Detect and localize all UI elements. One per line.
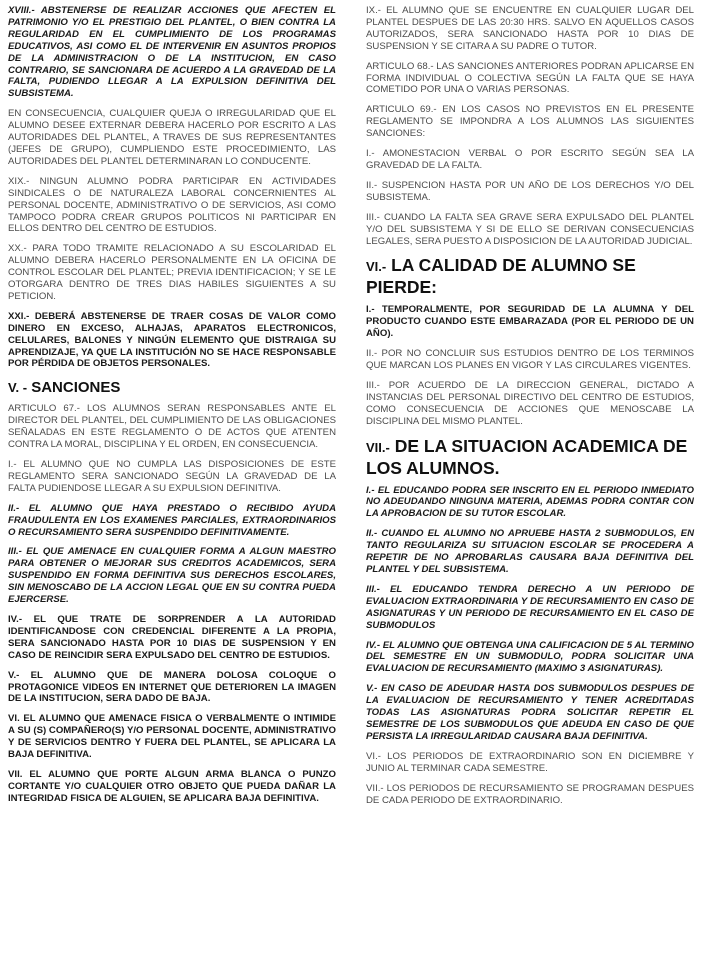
paragraph-xx: XX.- PARA TODO TRAMITE RELACIONADO A SU ESCOLARIDAD EL ALUMNO DEBERA HACERLO PERSONALMENTE EN LA OFICINA DE CONTROL ESCOLAR DEL PLANTEL; PREVIA IDENTIFICACION; Y SE LE OTORGARA DENTRO DE TRES DIAS HABILES SIGUIENTES A SU PETICION. xyxy=(8,243,336,302)
section-number: VII.- xyxy=(366,439,390,455)
paragraph-sancion-ix: IX.- EL ALUMNO QUE SE ENCUENTRE EN CUALQUIER LUGAR DEL PLANTEL DESPUES DE LAS 20:30 HRS. SALVO EN AQUELLOS CASOS AUTORIZADOS, SERA SANCIONADO HASTA POR 10 DIAS DE SUSPENSION Y SE CITARA A SU PADRE O TUTOR. xyxy=(366,5,694,52)
paragraph-academica-ii: II.- CUANDO EL ALUMNO NO APRUEBE HASTA 2 SUBMODULOS, EN TANTO REGULARIZA SU SITUACION ESCOLAR SE PROCEDERA A REPETIR DE NO APROBARLAS CAUSARA BAJA DEFINITIVA DEL PLANTEL Y DEL SUBSISTEMA. xyxy=(366,528,694,575)
paragraph-sancion-iii: III.- EL QUE AMENACE EN CUALQUIER FORMA A ALGUN MAESTRO PARA OBTENER O MEJORAR SUS CREDITOS ACADEMICOS, SERA SUSPENDIDO EN FORMA DEFINITIVA SUS DERECHOS ESCOLARES, SIN MENOSCABO DE LA ACCION LEGAL QUE EN SU CONTRA PUEDA EJERCERSE. xyxy=(8,546,336,606)
paragraph-academica-vii: VII.- LOS PERIODOS DE RECURSAMIENTO SE PROGRAMAN DESPUES DE CADA PERIODO DE EXTRAORDINARIO. xyxy=(366,782,694,806)
paragraph-sancion-vii: VII. EL ALUMNO QUE PORTE ALGUN ARMA BLANCA O PUNZO CORTANTE Y/O CUALQUIER OTRO OBJETO QUE PUEDA DAÑAR LA INTEGRIDAD FISICA DE ALGUIEN, SE APLICARA BAJA DEFINITIVA. xyxy=(8,768,336,804)
paragraph-expulsion: III.- CUANDO LA FALTA SEA GRAVE SERA EXPULSADO DEL PLANTEL Y/O DEL SUBSISTEMA Y SI DE ELLO SE DERIVAN CONSECUENCIAS LEGALES, SERA PUESTO A DISPOSICION DE LA AUTORIDAD JUDICIAL. xyxy=(366,211,694,247)
paragraph-amonestacion: I.- AMONESTACION VERBAL O POR ESCRITO SEGÚN SEA LA GRAVEDAD DE LA FALTA. xyxy=(366,148,694,171)
paragraph-sancion-v: V.- EL ALUMNO QUE DE MANERA DOLOSA COLOQUE O PROTAGONICE VIDEOS EN INTERNET QUE DETERIOREN LA IMAGEN DE LA INSTITUCION, SERA DADO DE BAJA. xyxy=(8,669,336,705)
paragraph-suspencion: II.- SUSPENCION HASTA POR UN AÑO DE LOS DERECHOS Y/O DEL SUBSISTEMA. xyxy=(366,179,694,203)
paragraph-articulo-69: ARTICULO 69.- EN LOS CASOS NO PREVISTOS EN EL PRESENTE REGLAMENTO SE IMPONDRA A LOS ALUMNOS LAS SIGUIENTES SANCIONES: xyxy=(366,104,694,140)
section-title: LA CALIDAD DE ALUMNO SE PIERDE: xyxy=(366,255,636,298)
paragraph-academica-vi: VI.- LOS PERIODOS DE EXTRAORDINARIO SON EN DICIEMBRE Y JUNIO AL TERMINAR CADA SEMESTRE. xyxy=(366,750,694,774)
section-title: SANCIONES xyxy=(31,379,121,397)
section-number: VI.- xyxy=(366,259,387,275)
paragraph-academica-iv: IV.- EL ALUMNO QUE OBTENGA UNA CALIFICACION DE 5 AL TERMINO DEL SEMESTRE EN UN SUBMODULO, PODRA SOLICITAR UNA EVALUACION DE RECURSAMIENTO (MAXIMO 3 ASIGNATURAS). xyxy=(366,639,694,675)
paragraph-xix: XIX.- NINGUN ALUMNO PODRA PARTICIPAR EN ACTIVIDADES SINDICALES O DE NATURALEZA LABORAL CONCERNIENTES AL PERSONAL DOCENTE, ADMINISTRATIVO O DE SERVICIOS, ASI COMO TAMPOCO PODRA CREAR GRUPOS POLITICOS NI PARTICIPAR EN ELLOS DENTRO DEL CENTRO DE ESTUDIOS. xyxy=(8,175,336,235)
paragraph-articulo-67: ARTICULO 67.- LOS ALUMNOS SERAN RESPONSABLES ANTE EL DIRECTOR DEL PLANTEL, DEL CUMPLIMIENTO DE LAS OBLIGACIONES SEÑALADAS EN ESTE REGLAMENTO O DE ACTOS QUE ATENTEN CONTRA LA MORAL, DISCIPLINA Y EL ORDEN, EN CONSECUENCIA. xyxy=(8,403,336,451)
paragraph-pierde-i: I.- TEMPORALMENTE, POR SEGURIDAD DE LA ALUMNA Y DEL PRODUCTO CUANDO ESTE EMBARAZADA (POR EL PERIODO DE UN AÑO). xyxy=(366,304,694,340)
paragraph-sancion-iv: IV.- EL QUE TRATE DE SORPRENDER A LA AUTORIDAD IDENTIFICANDOSE CON CREDENCIAL DIFERENTE A LA PROPIA, SERA SANCIONADO HASTA POR 10 DIAS DE SUSPENSION Y EN CASO DE REINCIDIR SERA EXPULSADO DEL CENTRO DE ESTUDIOS. xyxy=(8,613,336,661)
paragraph-pierde-iii: III.- POR ACUERDO DE LA DIRECCION GENERAL, DICTADO A INSTANCIAS DEL PERSONAL DIRECTIVO DEL CENTRO DE ESTUDIOS, COMO CONSECUENCIA DE ACCIONES QUE MENOSCABE LA DISCIPLINA DEL MISMO PLANTEL. xyxy=(366,379,694,427)
paragraph-pierde-ii: II.- POR NO CONCLUIR SUS ESTUDIOS DENTRO DE LOS TERMINOS QUE MARCAN LOS PLANES EN VIGOR Y LAS CIRCULARES VIGENTES. xyxy=(366,348,694,372)
section-heading-calidad-alumno xyxy=(366,255,694,298)
paragraph-sancion-ii: II.- EL ALUMNO QUE HAYA PRESTADO O RECIBIDO AYUDA FRAUDULENTA EN LOS EXAMENES PARCIALES, EXTRAORDINARIOS O RECURSAMIENTO SERA SUSPENDIDO DEFINITIVAMENTE. xyxy=(8,502,336,538)
paragraph-consecuencia: EN CONSECUENCIA, CUALQUIER QUEJA O IRREGULARIDAD QUE EL ALUMNO DESEE EXTERNAR DEBERA HACERLO POR ESCRITO A LAS AUTORIDADES DEL PLANTEL, A TRAVES DE SUS REPRESENTANTES (JEFES DE GRUPO), CUMPLIENDO ESTE PROCEDIMIENTO, LAS AUTORIDADES DEL PLANTEL DETERMINARAN LO CONDUCENTE. xyxy=(8,108,336,167)
left-column xyxy=(8,5,336,813)
section-heading-sanciones xyxy=(8,378,336,397)
right-column xyxy=(366,5,694,814)
paragraph-sancion-vi: VI. EL ALUMNO QUE AMENACE FISICA O VERBALMENTE O INTIMIDE A SU (S) COMPAÑERO(S) Y/O PERSONAL DOCENTE, ADMINISTRATIVO Y DE SERVICIOS DENTRO Y FUERA DEL PLANTEL, SE APLICARA LA BAJA DEFINITIVA. xyxy=(8,713,336,761)
paragraph-sancion-i: I.- EL ALUMNO QUE NO CUMPLA LAS DISPOSICIONES DE ESTE REGLAMENTO SERA SANCIONADO SEGÚN LA GRAVEDAD DE LA FALTA PUDIENDOSE LLEGAR A SU EXPULSION DEFINITIVA. xyxy=(8,459,336,494)
paragraph-academica-v: V.- EN CASO DE ADEUDAR HASTA DOS SUBMODULOS DESPUES DE LA EVALUACION DE RECURSAMIENTO Y TENER ACREDITADAS TODAS LAS ASIGNATURAS PODRA SOLICITAR REPETIR EL SEMESTRE DE LOS SUBMODULOS QUE ADEUDA EN CASO DE QUE PERSISTA LA IRREGULARIDAD CAUSARA BAJA DEFINITIVA. xyxy=(366,683,694,742)
section-title: DE LA SITUACION ACADEMICA DE LOS ALUMNOS. xyxy=(366,435,688,478)
paragraph-articulo-68: ARTICULO 68.- LAS SANCIONES ANTERIORES PODRAN APLICARSE EN FORMA INDIVIDUAL O COLECTIVA SEGÚN LA FALTA QUE SE HAYA COMETIDO POR UNA O VARIAS PERSONAS. xyxy=(366,60,694,96)
paragraph-xviii: XVIII.- ABSTENERSE DE REALIZAR ACCIONES QUE AFECTEN EL PATRIMONIO Y/O EL PRESTIGIO DEL PLANTEL, O BIEN CONTRA LA REGULARIDAD EN EL CUMPLIMIENTO DE LOS PROGRAMAS EDUCATIVOS, ASI COMO EL DE INTERVENIR EN ASUNTOS PROPIOS DE LA ADMINISTRACION O DE LA INSTITUCION, EN CASO CONTRARIO, SE SANCIONARA DE ACUERDO A LA GRAVEDAD DE LA FALTA, PUDIENDO LLEGAR A LA EXPULSION DEFINITIVA DEL SUBSISTEMA. xyxy=(8,5,336,100)
section-number: V. - xyxy=(8,380,28,396)
paragraph-academica-i: I.- EL EDUCANDO PODRA SER INSCRITO EN EL PERIODO INMEDIATO NO ADEUDANDO NINGUNA MATERIA, ADEMAS PODRA CONTAR CON LA APROBACION DE SU TUTOR ESCOLAR. xyxy=(366,484,694,520)
paragraph-academica-iii: III.- EL EDUCANDO TENDRA DERECHO A UN PERIODO DE EVALUACION EXTRAORDINARIA Y DE RECURSAMIENTO EN CASO DE ASIGNATURAS Y UN PERIODO DE RECURSAMIENTO EN EL CASO DE SUBMODULOS xyxy=(366,583,694,631)
paragraph-xxi: XXI.- DEBERÁ ABSTENERSE DE TRAER COSAS DE VALOR COMO DINERO EN EXCESO, ALHAJAS, APARATOS ELECTRONICOS, CELULARES, BALONES Y NINGÚN ELEMENTO QUE DISTRAIGA SU APRENDIZAJE, YA QUE LA INSTITUCIÓN NO SE HACE RESPONSABLE POR PÉRDIDA DE OBJETOS PERSONALES. xyxy=(8,310,336,370)
section-heading-situacion-academica xyxy=(366,436,694,479)
